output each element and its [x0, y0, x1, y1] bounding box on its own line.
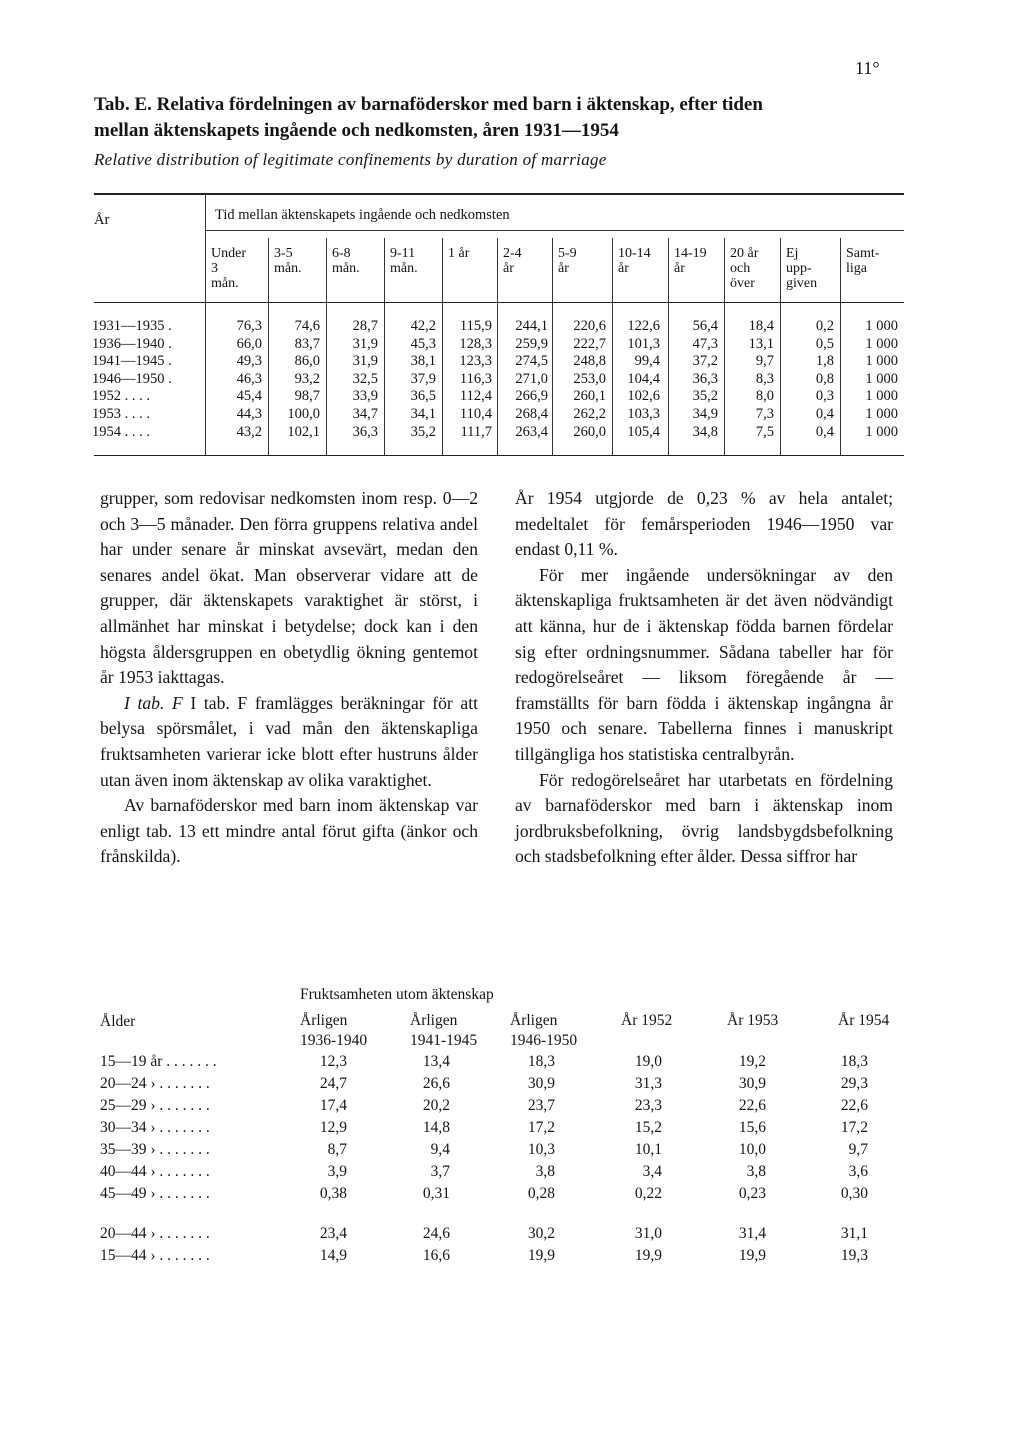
table-cell: 266,9 — [515, 388, 548, 405]
column-header-line: Under — [211, 246, 246, 261]
table-cell: 37,2 — [692, 353, 718, 370]
column-header-line: given — [786, 276, 818, 291]
table-cell: 14,8 — [422, 1119, 450, 1136]
column-divider — [612, 238, 613, 455]
column-header — [300, 1011, 367, 1051]
table-cell: 3,4 — [642, 1163, 662, 1180]
table-cell: 115,9 — [459, 318, 492, 334]
table-cell: 38,1 — [410, 353, 436, 370]
column-header — [838, 1011, 889, 1031]
table-cell: 1 000 — [865, 388, 898, 405]
table-cell: 33,9 — [352, 388, 378, 405]
table-cell: 222,7 — [573, 335, 606, 352]
table-cell: 260,0 — [573, 423, 606, 440]
table-cell: 17,2 — [840, 1119, 868, 1136]
column-header-line: mån. — [332, 261, 360, 276]
table-cell: 34,8 — [692, 423, 718, 440]
table-cell: 3,6 — [848, 1163, 868, 1180]
row-year: 1931—1935 . — [92, 318, 172, 334]
column-header-line: Årligen — [510, 1012, 558, 1029]
paragraph — [100, 691, 478, 793]
table-cell: 56,4 — [692, 318, 718, 334]
row-year: 1946—1950 . — [92, 370, 172, 387]
text-column-left — [100, 486, 478, 870]
table-cell: 0,8 — [815, 370, 834, 387]
column-header — [448, 246, 469, 261]
column-header-line: Årligen — [410, 1012, 458, 1029]
table-cell: 86,0 — [294, 353, 320, 370]
table-cell: 9,7 — [755, 353, 774, 370]
table-cell: 9,4 — [430, 1141, 450, 1158]
column-header — [618, 246, 651, 276]
column-header-line: År 1954 — [838, 1012, 890, 1029]
table-cell: 0,38 — [319, 1185, 347, 1202]
table-cell: 37,9 — [410, 370, 436, 387]
table-cell: 3,7 — [430, 1163, 450, 1180]
table-cell: 101,3 — [627, 335, 660, 352]
column-divider — [442, 238, 443, 455]
column-header — [332, 246, 360, 276]
column-header-line: 9-11 — [390, 246, 416, 261]
table-cell: 112,4 — [459, 388, 492, 405]
column-header-line: 2-4 — [503, 246, 522, 261]
table-cell: 19,0 — [634, 1053, 662, 1070]
table-cell: 128,3 — [459, 335, 492, 352]
column-header-line: upp- — [786, 261, 812, 276]
column-divider — [780, 238, 781, 455]
table-cell: 7,5 — [755, 423, 774, 440]
row-age: 45—49 › . . . . . . . — [100, 1185, 210, 1202]
column-header-line: 1 år — [448, 246, 470, 261]
row-year: 1954 . . . . — [92, 423, 150, 440]
table-cell: 274,5 — [515, 353, 548, 370]
row-age: 15—19 år . . . . . . . — [100, 1053, 217, 1070]
table-cell: 8,0 — [755, 388, 774, 405]
table-cell: 45,4 — [236, 388, 262, 405]
paragraph-text: I tab. F framlägges beräkningar för att belysa spörsmålet, i vad mån den äktenskapliga fruktsamheten varierar icke blott efter hustruns ålder utan även inom äktenskap av olika varaktighet. — [100, 692, 478, 790]
table-cell: 23,7 — [527, 1097, 555, 1114]
paragraph: grupper, som redovisar nedkomsten inom resp. 0—2 och 3—5 månader. Den förra gruppens relativa andel har under senare år minskat avsevärt, medan den senares andel ökat. Man observerar vidare att de grupper, där äktenskapets varaktighet är störst, i allmänhet har minskat i betydelse; dock kan i den högsta åldersgruppen en obetydlig ökning gentemot år 1953 iakttagas. — [100, 488, 478, 688]
table-cell: 29,3 — [840, 1075, 868, 1092]
table-cell: 123,3 — [459, 353, 492, 370]
table-cell: 20,2 — [422, 1097, 450, 1114]
table-cell: 43,2 — [236, 423, 262, 440]
table-subtitle: Relative distribution of legitimate confinements by duration of marriage — [94, 150, 607, 169]
table-cell: 102,1 — [287, 423, 320, 440]
table-cell: 3,8 — [746, 1163, 766, 1180]
table-cell: 31,9 — [352, 353, 378, 370]
row-year: 1952 . . . . — [92, 388, 150, 405]
table-cell: 47,3 — [692, 335, 718, 352]
table-cell: 13,4 — [422, 1053, 450, 1070]
table-cell: 19,3 — [840, 1247, 868, 1264]
table-cell: 7,3 — [755, 406, 774, 422]
table-cell: 10,1 — [634, 1141, 662, 1158]
table-cell: 3,8 — [535, 1163, 555, 1180]
row-age: 20—44 › . . . . . . . — [100, 1225, 210, 1242]
table-cell: 23,3 — [634, 1097, 662, 1114]
table-cell: 34,9 — [692, 406, 718, 422]
column-header-line: år — [674, 261, 685, 276]
row-year: 1941—1945 . — [92, 353, 172, 370]
table-cell: 76,3 — [236, 318, 262, 334]
column-header — [674, 246, 707, 276]
table-cell: 99,4 — [634, 353, 660, 370]
column-divider — [497, 238, 498, 455]
table-cell: 23,4 — [319, 1225, 347, 1242]
table-cell: 22,6 — [738, 1097, 766, 1114]
table-cell: 24,7 — [319, 1075, 347, 1092]
table-cell: 19,9 — [634, 1247, 662, 1264]
table-cell: 49,3 — [236, 353, 262, 370]
column-header-line: år — [503, 261, 514, 276]
column-header-line: 1941-1945 — [410, 1032, 478, 1049]
table-cell: 268,4 — [515, 406, 548, 422]
table-cell: 31,9 — [352, 335, 378, 352]
column-header-line: Årligen — [300, 1012, 348, 1029]
column-divider — [268, 238, 269, 455]
table-cell: 0,22 — [634, 1185, 662, 1202]
table-cell: 36,5 — [410, 388, 436, 405]
table-cell: 8,7 — [327, 1141, 347, 1158]
table-cell: 98,7 — [294, 388, 320, 405]
column-header-line: och — [730, 261, 751, 276]
table-cell: 17,2 — [527, 1119, 555, 1136]
table-cell: 0,23 — [738, 1185, 766, 1202]
table-cell: 35,2 — [410, 423, 436, 440]
table-cell: 18,4 — [748, 318, 774, 334]
table-cell: 0,4 — [815, 423, 834, 440]
column-header-line: 3-5 — [274, 246, 293, 261]
table-cell: 44,3 — [236, 406, 262, 422]
column-header — [274, 246, 302, 276]
table-cell: 35,2 — [692, 388, 718, 405]
age-column-header: Ålder — [100, 1013, 136, 1030]
table-cell: 220,6 — [573, 318, 606, 334]
table-cell: 31,4 — [738, 1225, 766, 1242]
column-header — [558, 246, 577, 276]
table-cell: 0,3 — [815, 388, 834, 405]
column-header — [846, 246, 879, 276]
table-cell: 12,3 — [319, 1053, 347, 1070]
table-title-line-1: Tab. E. Relativa fördelningen av barnaföderskor med barn i äktenskap, efter tiden — [94, 94, 763, 115]
table-cell: 19,9 — [738, 1247, 766, 1264]
table-cell: 66,0 — [236, 335, 262, 352]
paragraph: Av barnaföderskor med barn inom äktenskap var enligt tab. 13 ett mindre antal förut gifta (änkor och frånskilda). — [100, 795, 478, 867]
group-header: Fruktsamheten utom äktenskap — [300, 986, 494, 1003]
table-cell: 0,28 — [527, 1185, 555, 1202]
table-e — [0, 0, 1024, 460]
table-cell: 1 000 — [865, 423, 898, 440]
table-cell: 1 000 — [865, 370, 898, 387]
column-header-line: 6-8 — [332, 246, 351, 261]
column-header-line: mån. — [211, 276, 239, 291]
table-cell: 13,1 — [748, 335, 774, 352]
table-cell: 12,9 — [319, 1119, 347, 1136]
table-cell: 122,6 — [627, 318, 660, 334]
column-header-line: År 1952 — [621, 1012, 673, 1029]
column-divider — [326, 238, 327, 455]
group-header-underline — [205, 230, 904, 231]
column-header-line: 1936-1940 — [300, 1032, 368, 1049]
table-cell: 32,5 — [352, 370, 378, 387]
column-header-line: Ej — [786, 246, 799, 261]
table-cell: 0,31 — [422, 1185, 450, 1202]
table-cell: 28,7 — [352, 318, 378, 334]
column-header-line: 3 — [211, 261, 218, 276]
table-cell: 16,6 — [422, 1247, 450, 1264]
row-age: 35—39 › . . . . . . . — [100, 1141, 210, 1158]
table-cell: 31,1 — [840, 1225, 868, 1242]
table-cell: 0,5 — [815, 335, 834, 352]
table-cell: 42,2 — [410, 318, 436, 334]
table-cell: 253,0 — [573, 370, 606, 387]
column-header-line: 10-14 — [618, 246, 651, 261]
table-cell: 271,0 — [515, 370, 548, 387]
column-header — [503, 246, 522, 276]
table-cell: 19,2 — [738, 1053, 766, 1070]
table-cell: 0,30 — [840, 1185, 868, 1202]
row-age: 30—34 › . . . . . . . — [100, 1119, 210, 1136]
table-cell: 26,6 — [422, 1075, 450, 1092]
table-cell: 18,3 — [840, 1053, 868, 1070]
table-cell: 24,6 — [422, 1225, 450, 1242]
table-cell: 111,7 — [460, 423, 492, 440]
table-cell: 104,4 — [627, 370, 660, 387]
row-age: 20—24 › . . . . . . . — [100, 1075, 210, 1092]
column-divider — [724, 238, 725, 455]
column-header-line: liga — [846, 261, 867, 276]
row-age: 40—44 › . . . . . . . — [100, 1163, 210, 1180]
table-cell: 22,6 — [840, 1097, 868, 1114]
column-header — [390, 246, 418, 276]
table-cell: 34,7 — [352, 406, 378, 422]
table-cell: 102,6 — [627, 388, 660, 405]
column-header — [727, 1011, 778, 1031]
table-cell: 1 000 — [865, 318, 898, 334]
column-header-line: år — [618, 261, 629, 276]
table-cell: 9,7 — [848, 1141, 868, 1158]
table-cell: 30,9 — [738, 1075, 766, 1092]
table-cell: 262,2 — [573, 406, 606, 422]
row-year: 1953 . . . . — [92, 406, 150, 422]
table-cell: 31,3 — [634, 1075, 662, 1092]
row-age: 25—29 › . . . . . . . — [100, 1097, 210, 1114]
table-cell: 110,4 — [459, 406, 492, 422]
table-bottom-rule — [94, 455, 904, 456]
table-cell: 3,9 — [327, 1163, 347, 1180]
column-header-line: 1946-1950 — [510, 1032, 578, 1049]
table-cell: 36,3 — [692, 370, 718, 387]
page-number: 11° — [855, 58, 880, 78]
column-header-line: 20 år — [730, 246, 759, 261]
table-cell: 0,4 — [815, 406, 834, 422]
table-cell: 74,6 — [294, 318, 320, 334]
column-divider — [384, 238, 385, 455]
table-cell: 248,8 — [573, 353, 606, 370]
table-cell: 14,9 — [319, 1247, 347, 1264]
table-cell: 263,4 — [515, 423, 548, 440]
table-cell: 30,2 — [527, 1225, 555, 1242]
table-top-rule — [94, 193, 904, 195]
row-year: 1936—1940 . — [92, 335, 172, 352]
table-cell: 116,3 — [459, 370, 492, 387]
table-cell: 103,3 — [627, 406, 660, 422]
column-header — [730, 246, 758, 291]
column-header-line: över — [730, 276, 755, 291]
column-header-line: Samt- — [846, 246, 880, 261]
text-column-right — [515, 486, 893, 870]
paragraph-emphasis: I tab. F — [124, 692, 183, 713]
table-cell: 105,4 — [627, 423, 660, 440]
table-cell: 45,3 — [410, 335, 436, 352]
table-cell: 1 000 — [865, 335, 898, 352]
table-cell: 10,3 — [527, 1141, 555, 1158]
column-header — [211, 246, 246, 291]
table-cell: 93,2 — [294, 370, 320, 387]
year-column-header: År — [94, 212, 110, 228]
table-cell: 19,9 — [527, 1247, 555, 1264]
table-cell: 15,6 — [738, 1119, 766, 1136]
table-cell: 30,9 — [527, 1075, 555, 1092]
column-header-line: År 1953 — [727, 1012, 779, 1029]
column-header — [510, 1011, 577, 1051]
table-cell: 1,8 — [815, 353, 834, 370]
table-cell: 100,0 — [287, 406, 320, 422]
table-cell: 34,1 — [410, 406, 436, 422]
row-age: 15—44 › . . . . . . . — [100, 1247, 210, 1264]
column-divider — [552, 238, 553, 455]
column-header-line: 14-19 — [674, 246, 707, 261]
table-cell: 31,0 — [634, 1225, 662, 1242]
column-header — [786, 246, 817, 291]
column-divider — [840, 238, 841, 455]
column-header-line: 5-9 — [558, 246, 577, 261]
table-cell: 244,1 — [515, 318, 548, 334]
table-cell: 1 000 — [865, 353, 898, 370]
table-cell: 18,3 — [527, 1053, 555, 1070]
table-cell: 8,3 — [755, 370, 774, 387]
table-cell: 259,9 — [515, 335, 548, 352]
column-header — [410, 1011, 477, 1051]
table-cell: 46,3 — [236, 370, 262, 387]
paragraph: År 1954 utgjorde de 0,23 % av hela antalet; medeltalet för femårsperioden 1946—1950 var endast 0,11 %. — [515, 488, 893, 560]
header-rule — [94, 302, 904, 303]
table-cell: 0,2 — [815, 318, 834, 334]
table-cell: 83,7 — [294, 335, 320, 352]
table-cell: 36,3 — [352, 423, 378, 440]
table-cell: 17,4 — [319, 1097, 347, 1114]
paragraph: För redogörelseåret har utarbetats en fördelning av barnaföderskor med barn i äktenskap inom jordbruksbefolkning, övrig landsbygdsbefolkning och stadsbefolkning efter ålder. Dessa siffror har — [515, 769, 893, 867]
column-header — [621, 1011, 672, 1031]
column-header-line: mån. — [390, 261, 418, 276]
column-divider — [205, 195, 206, 455]
column-header-line: år — [558, 261, 569, 276]
column-divider — [668, 238, 669, 455]
table-cell: 15,2 — [634, 1119, 662, 1136]
paragraph: För mer ingående undersökningar av den äktenskapliga fruktsamheten är det även nödvändigt att känna, hur de i äktenskap födda barnen fördelar sig efter ordningsnummer. Sådana tabeller har för redogörelseåret — liksom föregående år — framställts för barn födda i äktenskap ingångna år 1950 och senare. Tabellerna finnes i manuskript tillgängliga hos statistiska centralbyrån. — [515, 564, 893, 764]
table-cell: 10,0 — [738, 1141, 766, 1158]
table-cell: 260,1 — [573, 388, 606, 405]
table-title-line-2: mellan äktenskapets ingående och nedkomsten, åren 1931—1954 — [94, 120, 619, 141]
group-header: Tid mellan äktenskapets ingående och nedkomsten — [215, 207, 510, 223]
column-header-line: mån. — [274, 261, 302, 276]
table-cell: 1 000 — [865, 406, 898, 422]
